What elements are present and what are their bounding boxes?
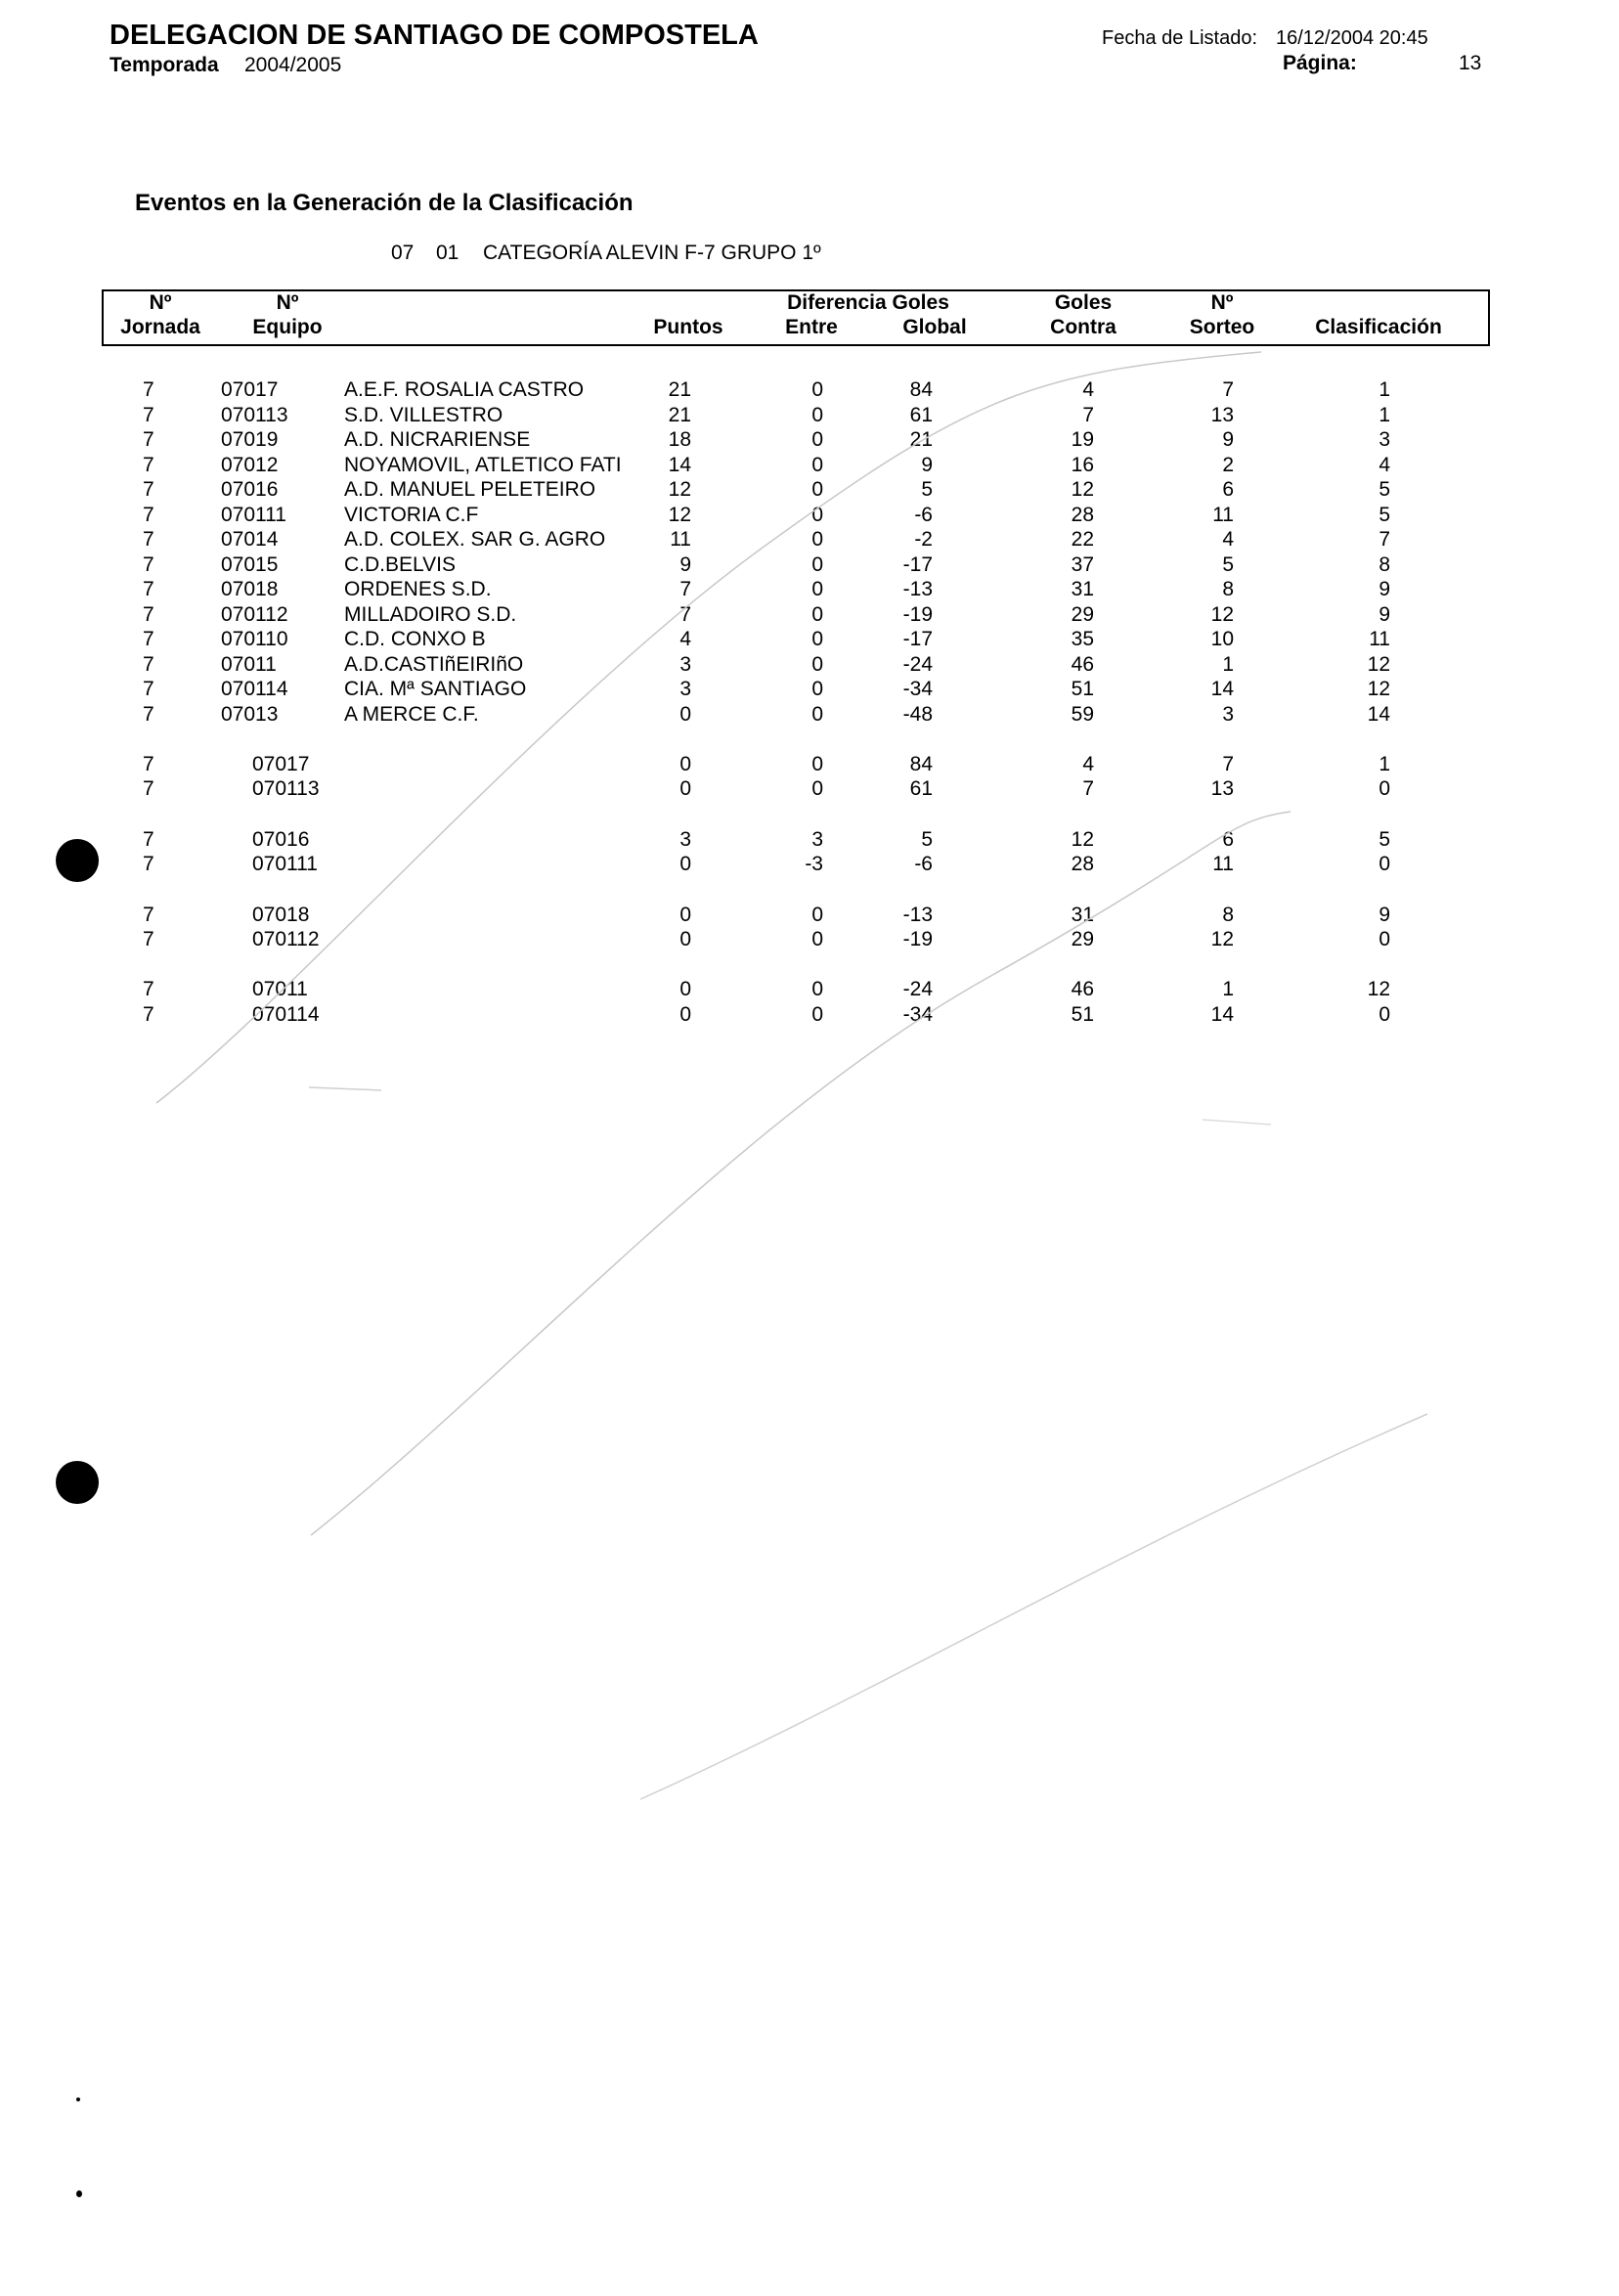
- row-entre: 0: [811, 753, 823, 775]
- row-entre: 0: [811, 928, 823, 950]
- row-team-code: 07019: [221, 428, 279, 451]
- row-sorteo: 12: [1210, 603, 1234, 626]
- row-entre: 0: [811, 628, 823, 650]
- row-sorteo: 11: [1212, 853, 1234, 875]
- season-label: Temporada: [109, 54, 219, 76]
- row-puntos: 9: [679, 553, 691, 576]
- row-contra: 7: [1082, 777, 1094, 800]
- row-puntos: 0: [679, 928, 691, 950]
- row-puntos: 3: [679, 653, 691, 676]
- row-jornada: 7: [143, 853, 154, 875]
- row-clasificacion: 5: [1378, 478, 1390, 501]
- row-jornada: 7: [143, 578, 154, 600]
- pencil-stroke: [640, 1414, 1427, 1799]
- row-puntos: 0: [679, 703, 691, 726]
- row-global: 84: [909, 753, 933, 775]
- row-team-name: A.D.CASTIñEIRIñO: [344, 653, 524, 676]
- row-contra: 12: [1071, 478, 1094, 501]
- row-sorteo: 1: [1222, 978, 1234, 1000]
- row-global: 61: [909, 404, 933, 426]
- listing-date-value: 16/12/2004 20:45: [1276, 27, 1428, 49]
- row-sorteo: 3: [1222, 703, 1234, 726]
- row-team-code: 07016: [252, 828, 310, 851]
- category-code-1: 07: [391, 242, 415, 264]
- row-global: -6: [914, 853, 933, 875]
- row-global: -19: [902, 603, 933, 626]
- row-global: 5: [921, 828, 933, 851]
- row-clasificacion: 1: [1378, 404, 1390, 426]
- row-contra: 46: [1071, 653, 1094, 676]
- row-contra: 12: [1071, 828, 1094, 851]
- row-sorteo: 1: [1222, 653, 1234, 676]
- row-sorteo: 6: [1222, 828, 1234, 851]
- row-jornada: 7: [143, 828, 154, 851]
- row-clasificacion: 5: [1378, 828, 1390, 851]
- col-global: Global: [902, 316, 967, 338]
- pencil-stroke: [309, 1087, 381, 1090]
- pencil-stroke: [311, 812, 1291, 1535]
- row-clasificacion: 9: [1378, 904, 1390, 926]
- row-clasificacion: 4: [1378, 454, 1390, 476]
- row-team-name: A.D. MANUEL PELETEIRO: [344, 478, 596, 501]
- row-entre: -3: [805, 853, 823, 875]
- col-goles-top: Goles: [1054, 291, 1113, 314]
- row-entre: 0: [811, 504, 823, 526]
- page-label: Página:: [1283, 52, 1357, 74]
- row-puntos: 21: [668, 378, 691, 401]
- row-clasificacion: 9: [1378, 603, 1390, 626]
- row-global: -24: [902, 653, 933, 676]
- row-jornada: 7: [143, 628, 154, 650]
- col-equipo: Equipo: [252, 316, 323, 338]
- row-entre: 0: [811, 578, 823, 600]
- row-global: -13: [902, 578, 933, 600]
- row-entre: 0: [811, 528, 823, 551]
- row-puntos: 0: [679, 978, 691, 1000]
- col-contra: Contra: [1050, 316, 1116, 338]
- row-clasificacion: 11: [1369, 628, 1390, 650]
- row-contra: 51: [1071, 678, 1094, 700]
- row-team-code: 07015: [221, 553, 279, 576]
- row-contra: 37: [1071, 553, 1094, 576]
- row-global: 5: [921, 478, 933, 501]
- row-puntos: 3: [679, 678, 691, 700]
- col-equipo-top: Nº: [276, 291, 299, 314]
- row-puntos: 0: [679, 904, 691, 926]
- row-clasificacion: 14: [1367, 703, 1390, 726]
- row-global: -48: [902, 703, 933, 726]
- row-global: -34: [902, 678, 933, 700]
- row-entre: 3: [811, 828, 823, 851]
- row-jornada: 7: [143, 428, 154, 451]
- row-global: -6: [914, 504, 933, 526]
- row-team-name: A.D. NICRARIENSE: [344, 428, 531, 451]
- row-team-code: 07018: [221, 578, 279, 600]
- row-jornada: 7: [143, 777, 154, 800]
- row-jornada: 7: [143, 504, 154, 526]
- row-entre: 0: [811, 478, 823, 501]
- row-contra: 29: [1071, 603, 1094, 626]
- row-jornada: 7: [143, 454, 154, 476]
- pencil-stroke: [1203, 1120, 1271, 1125]
- row-contra: 29: [1071, 928, 1094, 950]
- col-entre: Entre: [785, 316, 838, 338]
- row-entre: 0: [811, 404, 823, 426]
- row-jornada: 7: [143, 528, 154, 551]
- row-global: -34: [902, 1003, 933, 1026]
- page-number: 13: [1459, 52, 1482, 74]
- row-entre: 0: [811, 703, 823, 726]
- row-sorteo: 7: [1222, 378, 1234, 401]
- row-global: 9: [921, 454, 933, 476]
- row-puntos: 0: [679, 753, 691, 775]
- row-entre: 0: [811, 553, 823, 576]
- row-jornada: 7: [143, 603, 154, 626]
- row-entre: 0: [811, 454, 823, 476]
- row-contra: 35: [1071, 628, 1094, 650]
- row-entre: 0: [811, 428, 823, 451]
- col-diferencia-goles: Diferencia Goles: [787, 291, 949, 314]
- row-entre: 0: [811, 904, 823, 926]
- row-contra: 19: [1071, 428, 1094, 451]
- row-team-name: C.D. CONXO B: [344, 628, 486, 650]
- listing-date-label: Fecha de Listado:: [1102, 27, 1257, 49]
- row-sorteo: 13: [1210, 777, 1234, 800]
- season-value: 2004/2005: [244, 54, 342, 76]
- row-clasificacion: 0: [1378, 777, 1390, 800]
- row-puntos: 0: [679, 777, 691, 800]
- row-puntos: 14: [668, 454, 691, 476]
- row-jornada: 7: [143, 653, 154, 676]
- row-puntos: 7: [679, 578, 691, 600]
- row-clasificacion: 12: [1367, 653, 1390, 676]
- row-puntos: 7: [679, 603, 691, 626]
- row-entre: 0: [811, 777, 823, 800]
- row-entre: 0: [811, 378, 823, 401]
- row-team-code: 070114: [221, 678, 288, 700]
- row-contra: 7: [1082, 404, 1094, 426]
- row-jornada: 7: [143, 928, 154, 950]
- row-team-code: 070114: [252, 1003, 320, 1026]
- row-jornada: 7: [143, 904, 154, 926]
- row-team-name: ORDENES S.D.: [344, 578, 492, 600]
- row-clasificacion: 9: [1378, 578, 1390, 600]
- row-puntos: 18: [668, 428, 691, 451]
- row-jornada: 7: [143, 978, 154, 1000]
- row-contra: 4: [1082, 378, 1094, 401]
- row-team-code: 07013: [221, 703, 279, 726]
- row-puntos: 21: [668, 404, 691, 426]
- row-clasificacion: 1: [1378, 753, 1390, 775]
- row-puntos: 0: [679, 1003, 691, 1026]
- row-team-code: 070111: [252, 853, 318, 875]
- row-team-code: 07011: [252, 978, 308, 1000]
- row-team-name: VICTORIA C.F: [344, 504, 479, 526]
- row-clasificacion: 12: [1367, 978, 1390, 1000]
- col-sorteo-top: Nº: [1210, 291, 1234, 314]
- row-puntos: 11: [670, 528, 691, 551]
- row-clasificacion: 7: [1378, 528, 1390, 551]
- row-team-code: 07017: [252, 753, 310, 775]
- row-puntos: 3: [679, 828, 691, 851]
- row-jornada: 7: [143, 753, 154, 775]
- row-sorteo: 9: [1222, 428, 1234, 451]
- row-sorteo: 8: [1222, 904, 1234, 926]
- col-puntos: Puntos: [653, 316, 723, 338]
- row-global: 84: [909, 378, 933, 401]
- row-global: -19: [902, 928, 933, 950]
- row-team-code: 07018: [252, 904, 310, 926]
- row-sorteo: 12: [1210, 928, 1234, 950]
- row-puntos: 4: [679, 628, 691, 650]
- row-contra: 31: [1071, 904, 1094, 926]
- row-sorteo: 13: [1210, 404, 1234, 426]
- category-code-2: 01: [436, 242, 459, 264]
- row-jornada: 7: [143, 1003, 154, 1026]
- col-sorteo: Sorteo: [1189, 316, 1255, 338]
- row-team-name: CIA. Mª SANTIAGO: [344, 678, 527, 700]
- row-entre: 0: [811, 1003, 823, 1026]
- row-contra: 28: [1071, 504, 1094, 526]
- row-clasificacion: 3: [1378, 428, 1390, 451]
- row-clasificacion: 8: [1378, 553, 1390, 576]
- row-clasificacion: 12: [1367, 678, 1390, 700]
- row-entre: 0: [811, 603, 823, 626]
- row-clasificacion: 1: [1378, 378, 1390, 401]
- row-contra: 16: [1071, 454, 1094, 476]
- row-team-code: 070112: [252, 928, 320, 950]
- row-team-name: A.D. COLEX. SAR G. AGRO: [344, 528, 606, 551]
- row-team-code: 07017: [221, 378, 279, 401]
- row-global: -17: [902, 553, 933, 576]
- row-jornada: 7: [143, 378, 154, 401]
- row-global: 21: [909, 428, 933, 451]
- row-team-name: A MERCE C.F.: [344, 703, 479, 726]
- row-sorteo: 14: [1210, 678, 1234, 700]
- row-contra: 59: [1071, 703, 1094, 726]
- row-team-code: 07011: [221, 653, 277, 676]
- row-jornada: 7: [143, 404, 154, 426]
- row-global: 61: [909, 777, 933, 800]
- row-sorteo: 2: [1222, 454, 1234, 476]
- row-sorteo: 5: [1222, 553, 1234, 576]
- row-team-code: 07016: [221, 478, 279, 501]
- row-team-code: 070110: [221, 628, 288, 650]
- row-global: -24: [902, 978, 933, 1000]
- row-puntos: 12: [668, 504, 691, 526]
- row-team-code: 070113: [252, 777, 320, 800]
- row-global: -2: [914, 528, 933, 551]
- row-jornada: 7: [143, 703, 154, 726]
- row-team-name: A.E.F. ROSALIA CASTRO: [344, 378, 585, 401]
- row-contra: 28: [1071, 853, 1094, 875]
- row-team-code: 070112: [221, 603, 288, 626]
- row-sorteo: 11: [1212, 504, 1234, 526]
- pencil-stroke: [156, 352, 1261, 1103]
- row-clasificacion: 0: [1378, 928, 1390, 950]
- row-team-code: 070111: [221, 504, 286, 526]
- organization-title: DELEGACION DE SANTIAGO DE COMPOSTELA: [109, 20, 759, 51]
- row-team-code: 070113: [221, 404, 288, 426]
- row-clasificacion: 5: [1378, 504, 1390, 526]
- row-entre: 0: [811, 678, 823, 700]
- row-team-code: 07014: [221, 528, 279, 551]
- row-sorteo: 10: [1210, 628, 1234, 650]
- row-team-code: 07012: [221, 454, 279, 476]
- row-team-name: S.D. VILLESTRO: [344, 404, 503, 426]
- row-jornada: 7: [143, 678, 154, 700]
- row-contra: 51: [1071, 1003, 1094, 1026]
- row-jornada: 7: [143, 553, 154, 576]
- section-title: Eventos en la Generación de la Clasificación: [135, 190, 634, 216]
- row-global: -13: [902, 904, 933, 926]
- row-sorteo: 7: [1222, 753, 1234, 775]
- row-contra: 22: [1071, 528, 1094, 551]
- row-sorteo: 8: [1222, 578, 1234, 600]
- row-contra: 4: [1082, 753, 1094, 775]
- row-team-name: C.D.BELVIS: [344, 553, 456, 576]
- col-clasificacion: Clasificación: [1315, 316, 1442, 338]
- row-entre: 0: [811, 653, 823, 676]
- row-puntos: 12: [668, 478, 691, 501]
- row-sorteo: 4: [1222, 528, 1234, 551]
- col-jornada-top: Nº: [149, 291, 172, 314]
- row-global: -17: [902, 628, 933, 650]
- category-name: CATEGORÍA ALEVIN F-7 GRUPO 1º: [483, 242, 821, 264]
- row-jornada: 7: [143, 478, 154, 501]
- row-contra: 46: [1071, 978, 1094, 1000]
- col-jornada: Jornada: [120, 316, 200, 338]
- row-team-name: NOYAMOVIL, ATLETICO FATI: [344, 454, 622, 476]
- row-sorteo: 14: [1210, 1003, 1234, 1026]
- row-contra: 31: [1071, 578, 1094, 600]
- row-sorteo: 6: [1222, 478, 1234, 501]
- row-clasificacion: 0: [1378, 853, 1390, 875]
- row-clasificacion: 0: [1378, 1003, 1390, 1026]
- row-team-name: MILLADOIRO S.D.: [344, 603, 517, 626]
- row-puntos: 0: [679, 853, 691, 875]
- row-entre: 0: [811, 978, 823, 1000]
